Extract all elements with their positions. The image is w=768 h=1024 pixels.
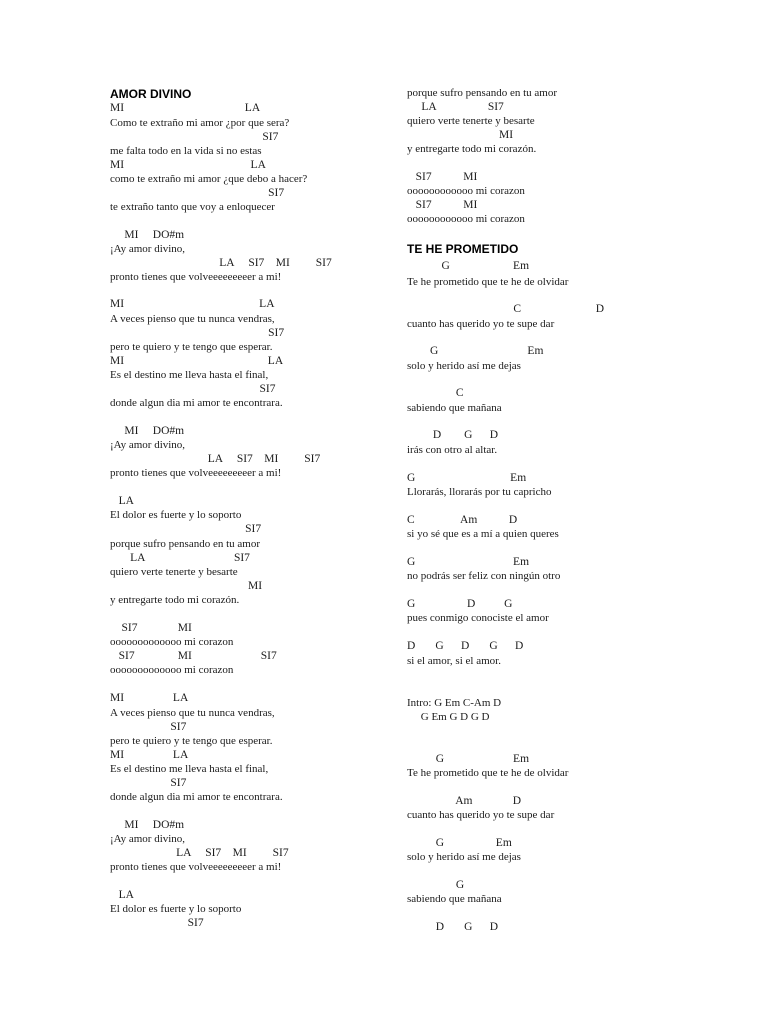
- lyric-line: Te he prometido que te he de olvidar: [407, 767, 569, 779]
- chord-line: G Em: [407, 556, 530, 568]
- lyric-line: oooooooooooo mi corazon: [407, 213, 525, 225]
- chord-line: SI7 MI: [407, 171, 478, 183]
- lyric-line: irás con otro al altar.: [407, 444, 498, 456]
- lyric-line: pues conmigo conociste el amor: [407, 612, 549, 624]
- lyric-line: ¡Ay amor divino,: [110, 243, 186, 255]
- chord-line: MI DO#m: [110, 229, 185, 241]
- intro-line: G Em G D G D: [407, 711, 490, 723]
- lyric-line: ¡Ay amor divino,: [110, 439, 186, 451]
- chord-line: SI7: [110, 383, 276, 395]
- lyric-line: pronto tienes que volveeeeeeeeer a mi!: [110, 271, 282, 283]
- chord-line: SI7: [110, 917, 204, 929]
- lyric-line: porque sufro pensando en tu amor: [407, 87, 557, 99]
- chord-line: MI LA: [110, 159, 266, 171]
- lyric-line: te extraño tanto que voy a enloquecer: [110, 201, 275, 213]
- chord-line: SI7: [110, 523, 262, 535]
- lyric-line: pero te quiero y te tengo que esperar.: [110, 735, 273, 747]
- chord-line: LA: [110, 495, 134, 507]
- lyric-line: no podrás ser feliz con ningún otro: [407, 570, 561, 582]
- lyric-line: si el amor, si el amor.: [407, 655, 501, 667]
- lyric-line: A veces pienso que tu nunca vendras,: [110, 313, 275, 325]
- chord-line: SI7 MI SI7: [110, 650, 277, 662]
- lyric-line: Te he prometido que te he de olvidar: [407, 276, 569, 288]
- chord-line: MI DO#m: [110, 425, 185, 437]
- chord-line: SI7: [110, 131, 279, 143]
- lyric-line: ¡Ay amor divino,: [110, 833, 186, 845]
- chord-line: G Em: [407, 260, 530, 272]
- lyric-line: quiero verte tenerte y besarte: [407, 115, 535, 127]
- chord-line: MI LA: [110, 749, 189, 761]
- lyric-line: como te extraño mi amor ¿que debo a hacer?: [110, 173, 308, 185]
- chord-line: C D: [407, 303, 605, 315]
- chord-line: MI: [110, 580, 263, 592]
- chord-line: SI7: [110, 777, 187, 789]
- lyric-line: Es el destino me lleva hasta el final,: [110, 763, 269, 775]
- lyric-line: cuanto has querido yo te supe dar: [407, 809, 555, 821]
- lyric-line: oooooooooooo mi corazon: [407, 185, 525, 197]
- chord-line: C: [407, 387, 464, 399]
- chord-line: D G D: [407, 921, 499, 933]
- chord-line: LA SI7 MI SI7: [110, 453, 321, 465]
- lyric-line: El dolor es fuerte y lo soporto: [110, 509, 242, 521]
- chord-line: Am D: [407, 795, 522, 807]
- lyric-line: y entregarte todo mi corazón.: [407, 143, 537, 155]
- chord-line: G: [407, 879, 465, 891]
- lyric-line: si yo sé que es a mí a quien queres: [407, 528, 559, 540]
- chord-line: SI7: [110, 721, 187, 733]
- chord-line: MI LA: [110, 298, 275, 310]
- chord-line: G Em: [407, 753, 530, 765]
- chord-line: SI7: [110, 327, 285, 339]
- lyric-line: pero te quiero y te tengo que esperar.: [110, 341, 273, 353]
- lyric-line: El dolor es fuerte y lo soporto: [110, 903, 242, 915]
- chord-line: SI7 MI: [407, 199, 478, 211]
- song-title-amor-divino: AMOR DIVINO: [110, 87, 192, 101]
- lyric-line: A veces pienso que tu nunca vendras,: [110, 707, 275, 719]
- lyric-line: quiero verte tenerte y besarte: [110, 566, 238, 578]
- chord-line: SI7 MI: [110, 622, 192, 634]
- lyric-line: pronto tienes que volveeeeeeeeer a mi!: [110, 467, 282, 479]
- chord-line: MI LA: [110, 102, 261, 114]
- chord-line: LA SI7: [110, 552, 250, 564]
- chord-line: D G D: [407, 429, 499, 441]
- lyric-line: Llorarás, llorarás por tu capricho: [407, 486, 552, 498]
- lyric-line: ooooooooooooo mi corazon: [110, 664, 234, 676]
- lyric-line: sabiendo que mañana: [407, 893, 502, 905]
- intro-line: Intro: G Em C-Am D: [407, 697, 502, 709]
- lyric-line: ooooooooooooo mi corazon: [110, 636, 234, 648]
- chord-line: SI7: [110, 187, 285, 199]
- chord-line: C Am D: [407, 514, 518, 526]
- chord-line: MI LA: [110, 692, 189, 704]
- lyric-line: Es el destino me lleva hasta el final,: [110, 369, 269, 381]
- lyric-line: Como te extraño mi amor ¿por que sera?: [110, 117, 290, 129]
- chord-line: D G D G D: [407, 640, 524, 652]
- lyric-line: donde algun dia mi amor te encontrara.: [110, 397, 283, 409]
- lyric-line: me falta todo en la vida si no estas: [110, 145, 262, 157]
- lyric-line: solo y herido así me dejas: [407, 360, 521, 372]
- chord-line: G Em: [407, 472, 527, 484]
- chord-line: MI LA: [110, 355, 284, 367]
- chord-line: LA SI7 MI SI7: [110, 257, 332, 269]
- chord-line: G D G: [407, 598, 513, 610]
- lyric-line: y entregarte todo mi corazón.: [110, 594, 240, 606]
- lyric-line: porque sufro pensando en tu amor: [110, 538, 260, 550]
- chord-line: LA SI7: [407, 101, 504, 113]
- lyric-line: donde algun dia mi amor te encontrara.: [110, 791, 283, 803]
- song-title-te-he-prometido: TE HE PROMETIDO: [407, 242, 519, 256]
- chord-line: LA SI7 MI SI7: [110, 847, 289, 859]
- chord-line: MI: [407, 129, 514, 141]
- chord-line: G Em: [407, 837, 512, 849]
- lyric-line: sabiendo que mañana: [407, 402, 502, 414]
- lyric-line: pronto tienes que volveeeeeeeeer a mi!: [110, 861, 282, 873]
- chord-line: G Em: [407, 345, 544, 357]
- lyric-line: solo y herido así me dejas: [407, 851, 521, 863]
- chord-line: LA: [110, 889, 134, 901]
- lyric-line: cuanto has querido yo te supe dar: [407, 318, 555, 330]
- chord-line: MI DO#m: [110, 819, 185, 831]
